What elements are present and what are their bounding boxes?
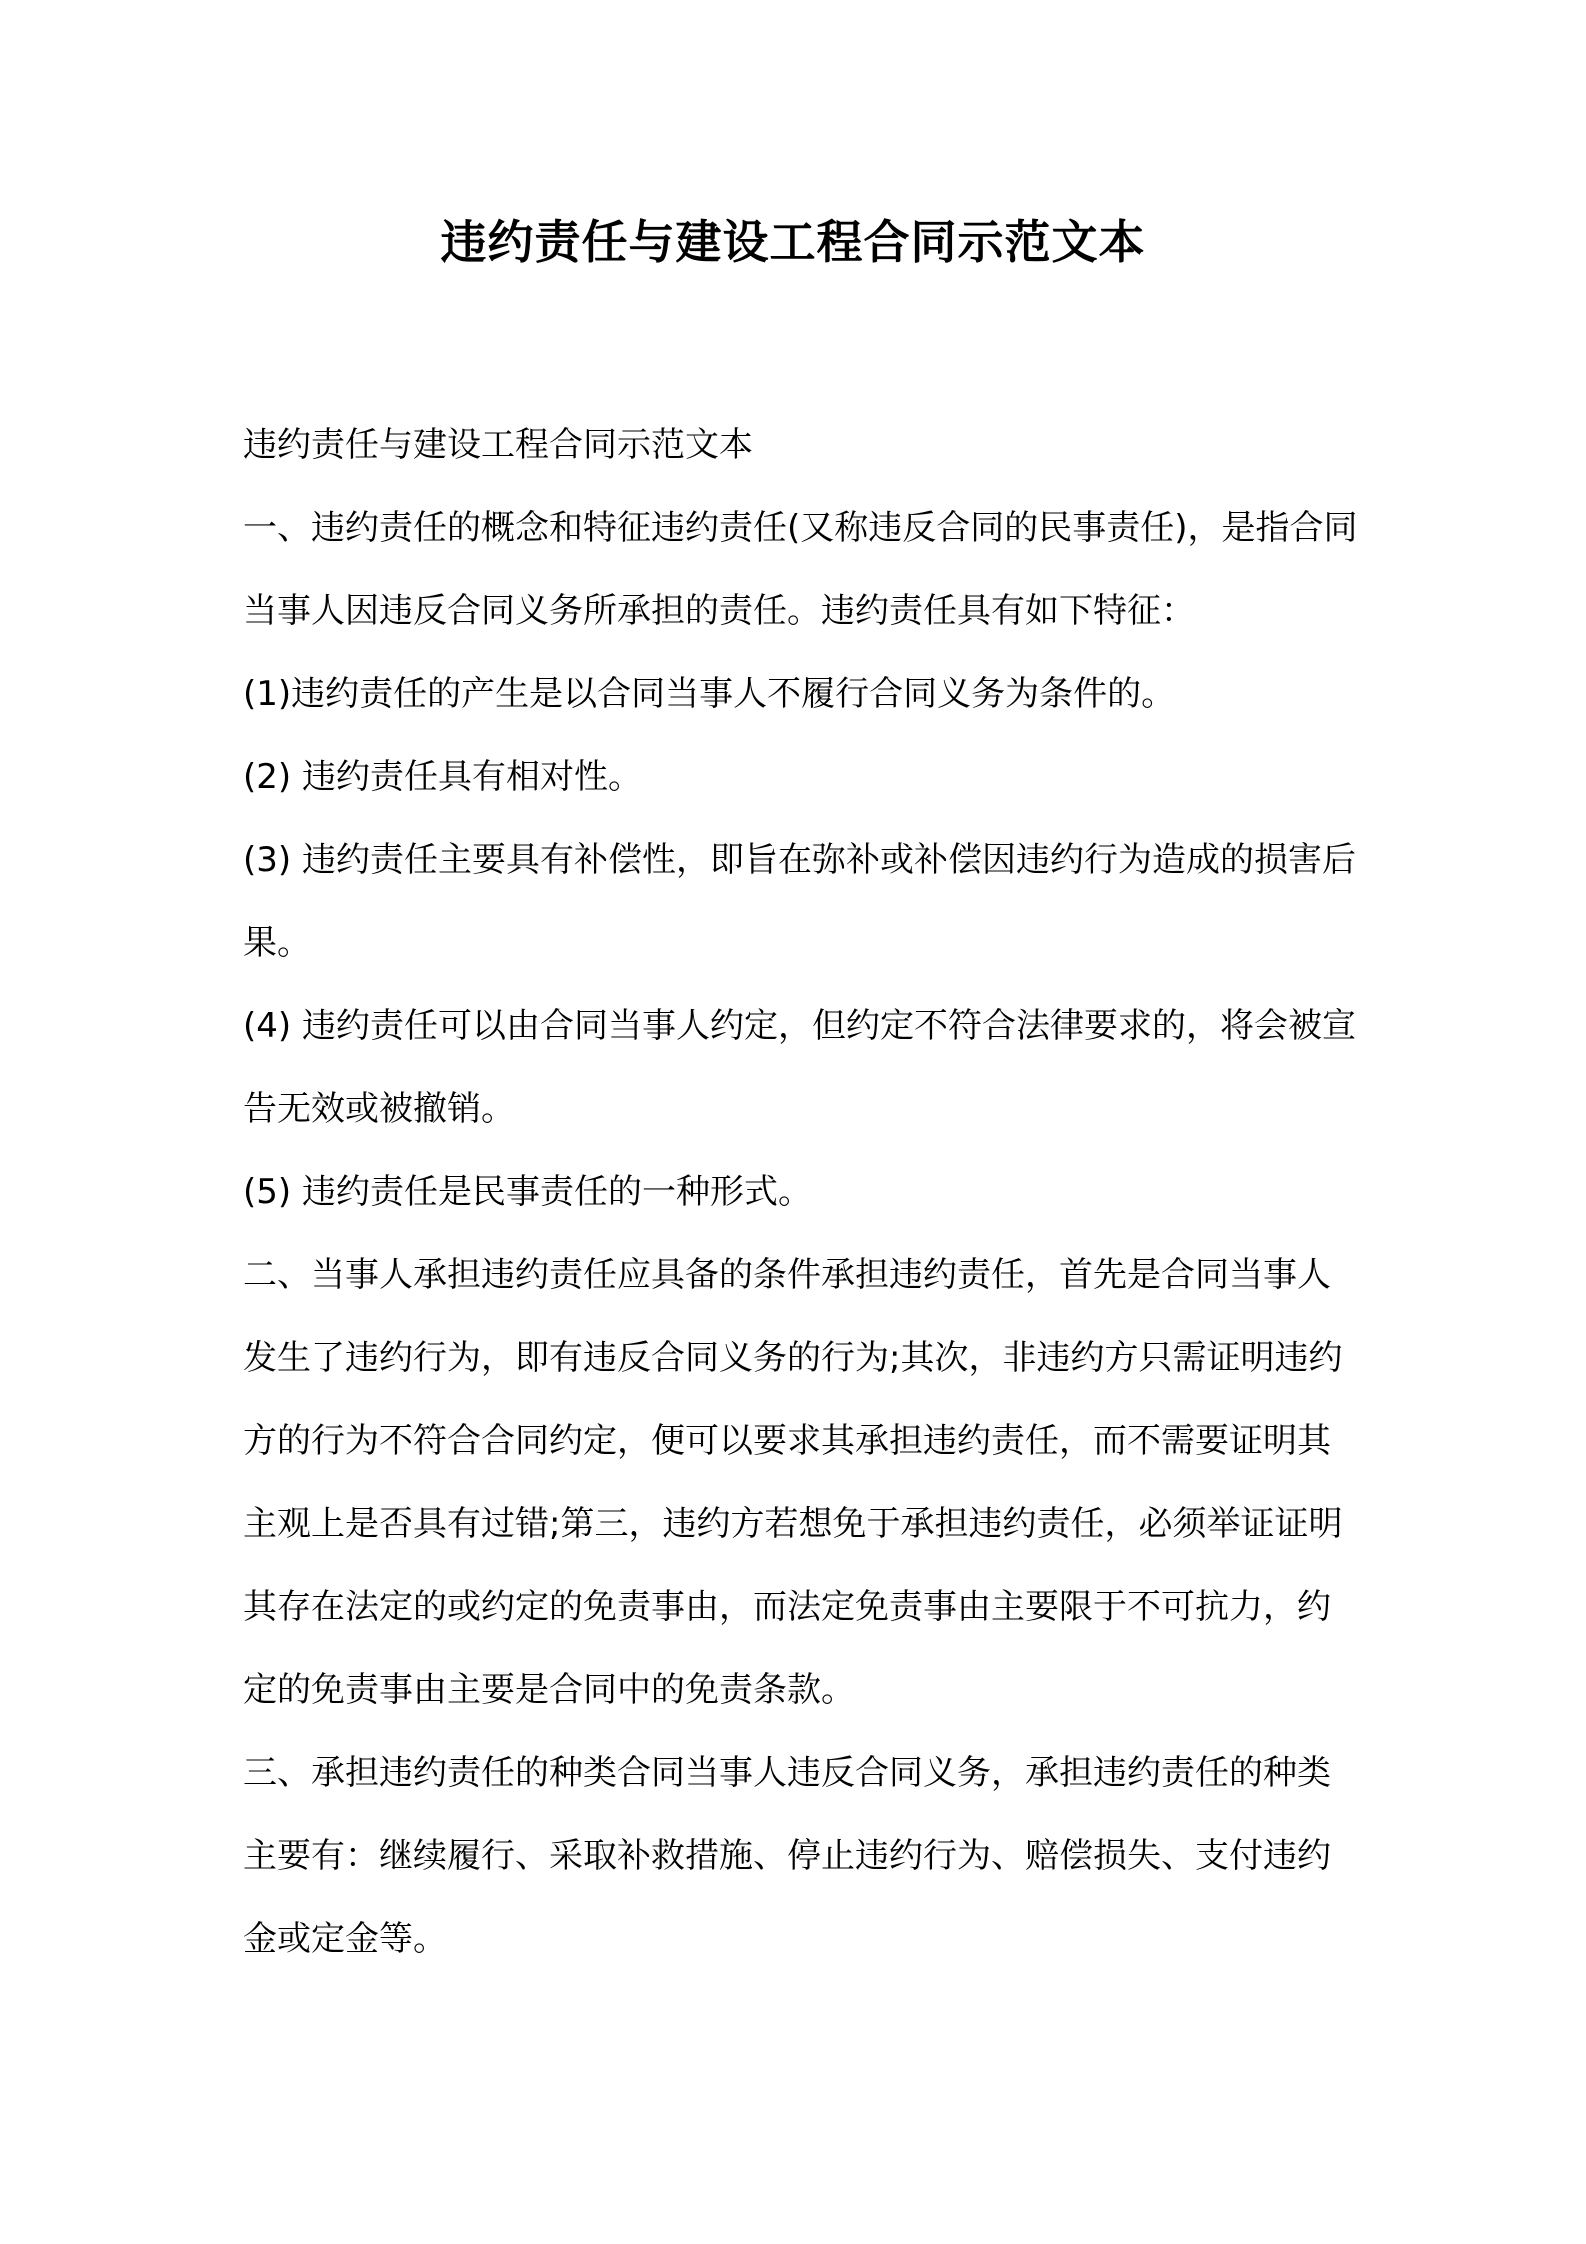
- paragraph-section-1: 一、违约责任的概念和特征违约责任(又称违反合同的民事责任)，是指合同当事人因违反合同义务所承担的责任。违约责任具有如下特征：: [243, 508, 1358, 631]
- paragraph-item-3: (3) 违约责任主要具有补偿性，即旨在弥补或补偿因违约行为造成的损害后果。: [243, 840, 1356, 963]
- paragraph-item-5: (5) 违约责任是民事责任的一种形式。: [243, 1172, 812, 1212]
- document-title: 违约责任与建设工程合同示范文本: [440, 215, 1146, 269]
- paragraph-section-3: 三、承担违约责任的种类合同当事人违反合同义务，承担违约责任的种类主要有：继续履行、采取补救措施、停止违约行为、赔偿损失、支付违约金或定金等。: [243, 1753, 1331, 1959]
- paragraph-item-2: (2) 违约责任具有相对性。: [243, 757, 642, 797]
- paragraph-item-4: (4) 违约责任可以由合同当事人约定，但约定不符合法律要求的，将会被宣告无效或被撤销。: [243, 1006, 1356, 1129]
- paragraph-item-1: (1)违约责任的产生是以合同当事人不履行合同义务为条件的。: [243, 674, 1176, 714]
- paragraph-subtitle: 违约责任与建设工程合同示范文本: [243, 425, 753, 465]
- document-body: [243, 404, 1363, 1981]
- paragraph-section-2: 二、当事人承担违约责任应具备的条件承担违约责任，首先是合同当事人发生了违约行为，即有违反合同义务的行为;其次，非违约方只需证明违约方的行为不符合合同约定，便可以要求其承担违约责任，而不需要证明其主观上是否具有过错;第三，违约方若想免于承担违约责任，必须举证证明其存在法定的或约定的免责事由，而法定免责事由主要限于不可抗力，约定的免责事由主要是合同中的免责条款。: [243, 1255, 1343, 1710]
